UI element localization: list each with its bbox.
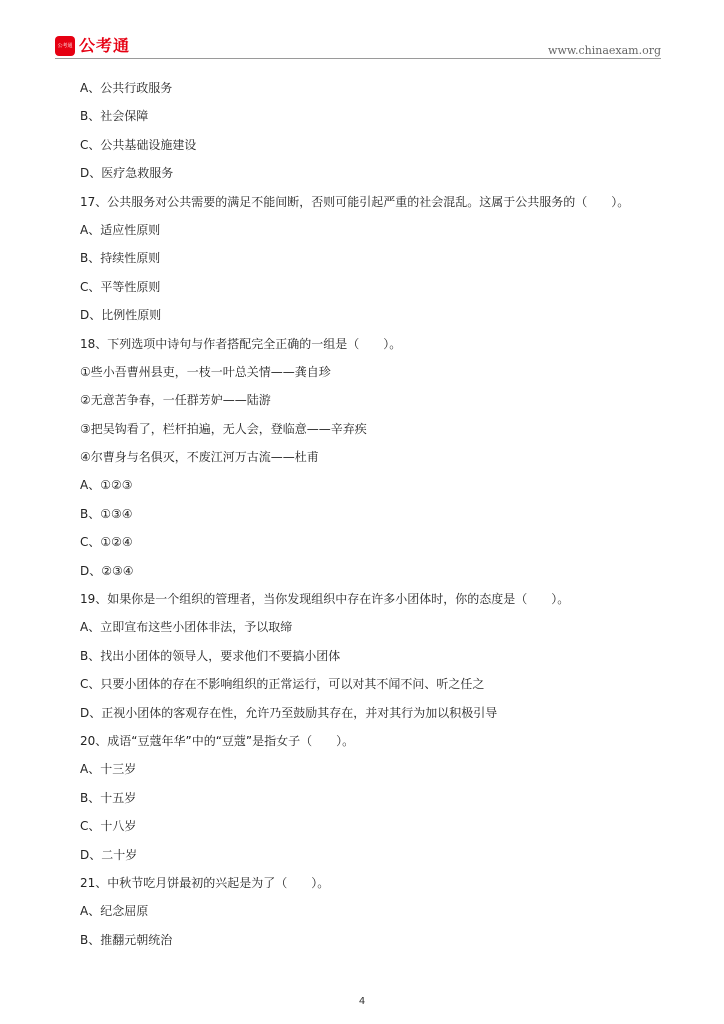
option-line: A、立即宣布这些小团体非法，予以取缔 [80, 620, 293, 635]
option-line: A、十三岁 [80, 762, 137, 777]
site-url: www.chinaexam.org [548, 44, 661, 57]
option-line: B、①③④ [80, 506, 133, 521]
option-line: D、比例性原则 [80, 308, 162, 323]
option-line: C、只要小团体的存在不影响组织的正常运行，可以对其不闻不问、听之任之 [80, 677, 485, 692]
poem-line: ④尔曹身与名俱灭，不废江河万古流——杜甫 [80, 450, 319, 465]
document-body [80, 74, 670, 954]
option-line: C、①②④ [80, 535, 133, 550]
question-20: 20、成语“豆蔻年华”中的“豆蔻”是指女子（ ）。 [80, 733, 355, 748]
option-line: B、持续性原则 [80, 251, 161, 266]
option-line: D、正视小团体的客观存在性，允许乃至鼓励其存在，并对其行为加以积极引导 [80, 705, 498, 720]
option-line: C、公共基础设施建设 [80, 137, 197, 152]
option-line: C、十八岁 [80, 819, 137, 834]
option-line: A、纪念屈原 [80, 904, 149, 919]
option-line: B、找出小团体的领导人，要求他们不要搞小团体 [80, 648, 341, 663]
poem-line: ①些小吾曹州县吏，一枝一叶总关情——龚自珍 [80, 364, 331, 379]
poem-line: ③把吴钩看了，栏杆拍遍，无人会，登临意——辛弃疾 [80, 421, 367, 436]
option-line: B、推翻元朝统治 [80, 932, 173, 947]
page-header [55, 34, 661, 58]
logo [55, 36, 130, 56]
option-line: B、十五岁 [80, 790, 137, 805]
option-line: B、社会保障 [80, 109, 149, 124]
option-line: D、②③④ [80, 563, 134, 578]
option-line: A、公共行政服务 [80, 81, 173, 95]
option-line: D、医疗急救服务 [80, 166, 174, 181]
logo-text: 公考通 [79, 36, 131, 55]
question-21: 21、中秋节吃月饼最初的兴起是为了（ ）。 [80, 875, 330, 890]
option-line: C、平等性原则 [80, 279, 161, 294]
page-number: 4 [358, 996, 366, 1007]
question-17: 17、公共服务对公共需要的满足不能间断，否则可能引起严重的社会混乱。这属于公共服务的（ ）。 [80, 194, 630, 209]
question-18: 18、下列选项中诗句与作者搭配完全正确的一组是（ ）。 [80, 336, 402, 351]
option-line: D、二十岁 [80, 847, 138, 862]
question-19: 19、如果你是一个组织的管理者，当你发现组织中存在许多小团体时，你的态度是（ ）。 [80, 592, 570, 607]
option-line: A、①②③ [80, 478, 133, 493]
option-line: A、适应性原则 [80, 222, 161, 237]
header-divider [55, 58, 661, 59]
poem-line: ②无意苦争春，一任群芳妒——陆游 [80, 393, 271, 408]
logo-badge-icon: 公考通 [55, 36, 75, 56]
